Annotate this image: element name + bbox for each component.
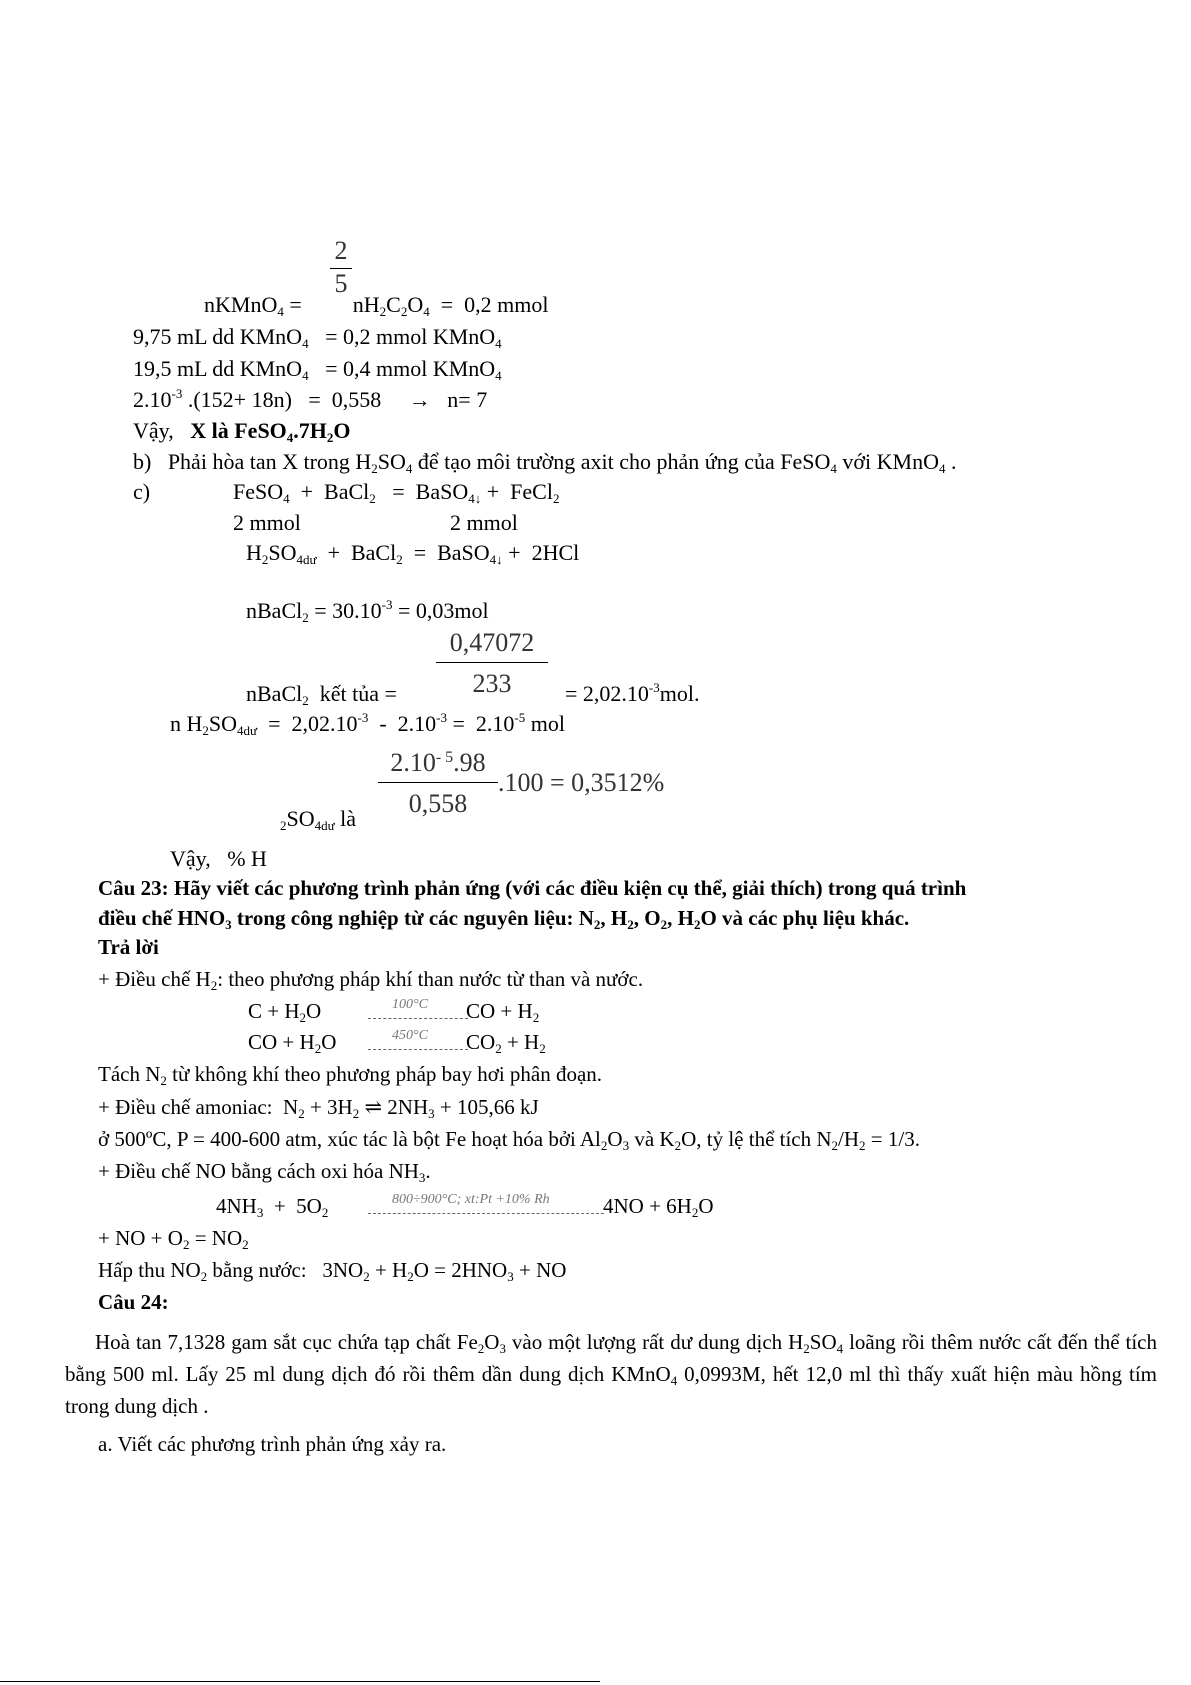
line-975ml: 9,75 mL dd KMnO$_4$ = 0,2 mmol KMnO$_4$ [133, 324, 502, 351]
question-24-part-a: a. Viết các phương trình phản ứng xảy ra. [98, 1432, 447, 1456]
reaction-co-product: $CO_2 + H_2$ [466, 1030, 546, 1056]
fraction-denominator: 0,558 [408, 789, 468, 818]
line-n-h2so4-du: n $H_2SO_{4dư} = 2,02.10^{-3} - 2.10^{-3} = 2.10^{-5}$ mol [170, 710, 565, 738]
fraction-numerator: 0,47072 [449, 628, 535, 657]
reaction-nh3-o2: $4NH_3 + 5O_2$ [216, 1194, 329, 1220]
question-24-heading: Câu 24: [98, 1290, 169, 1314]
reaction-condition-2: 450°C [392, 1028, 428, 1043]
page-bottom-rule [0, 1681, 600, 1682]
reaction-condition-3: 800÷900°C; xt:Pt +10% Rh [392, 1192, 550, 1207]
line-vay-h: Vậy, % H [170, 846, 267, 871]
line-mmol-1: 2 mmol [233, 510, 301, 535]
line-c-equation: FeSO$_4$ + BaCl$_2$ = BaSO$_{4↓}$ + FeCl$_2$ [233, 479, 560, 506]
question-23-line2: điều chế $HNO_3$ trong công nghiệp từ các nguyên liệu: $N_2$, $H_2$, $O_2$, $H_2O$ và các phụ liệu khác. [98, 906, 910, 932]
line-mmol-2: 2 mmol [450, 510, 518, 535]
reaction-c-product: CO + $H_2$ [466, 999, 540, 1025]
fraction-percent [378, 750, 498, 817]
line-dieu-che-no: + Điều chế NO bằng cách oxi hóa $NH_3$. [98, 1159, 431, 1185]
line-ket-tua: nBaCl$_2$ kết tủa = [246, 681, 403, 708]
reaction-co-h2o: CO + $H_2O$ [248, 1030, 337, 1056]
line-dieu-che-h2: + Điều chế $H_2$: theo phương pháp khí than nước từ than và nước. [98, 967, 644, 993]
line-h2so4-bacl2: $H_2SO_{4dư}$ + BaCl$_2$ = BaSO$_{4↓}$ + 2HCl [246, 540, 580, 567]
fraction-numerator: 2 [334, 236, 348, 265]
line-tach-n2: Tách $N_2$ từ không khí theo phương pháp bay hơi phân đoạn. [98, 1062, 603, 1088]
tra-loi-heading: Trả lời [98, 935, 159, 959]
line-no-o2: + NO + $O_2 = NO_2$ [98, 1226, 249, 1252]
line-hap-thu: Hấp thu $NO_2$ bằng nước: $3NO_2 + H_2O = 2HNO_3$ + NO [98, 1258, 567, 1284]
reaction-arrow-1 [368, 1018, 468, 1019]
fraction-ket-tua [436, 630, 548, 697]
line-195ml: 19,5 mL dd KMnO$_4$ = 0,4 mmol KMnO$_4$ [133, 356, 502, 383]
reaction-condition-1: 100°C [392, 997, 428, 1012]
line-ket-tua-result: = $2,02.10^{-3}mol$. [565, 680, 700, 706]
fraction-bar [378, 782, 498, 783]
reaction-arrow-3 [368, 1213, 604, 1214]
question-23-line1: Câu 23: Hãy viết các phương trình phản ứng (với các điều kiện cụ thể, giải thích) trong quá trình [98, 876, 967, 900]
fraction-numerator: $2.10^{- 5}.98$ [390, 748, 486, 777]
fraction-denominator: 5 [334, 269, 348, 298]
line-nkmno4: nKMnO$_4$ = $nH_2C_2O_4 = 0,2$ mmol [204, 292, 549, 319]
percent-result: .100 = 0,3512% [498, 768, 665, 797]
line-amoniac-conditions: ở 500ºC, P = 400-600 atm, xúc tác là bột Fe hoạt hóa bởi $Al_2O_3$ và $K_2O$, tỷ lệ thể tích $N_2/H_2 = 1/3$. [98, 1127, 920, 1153]
line-so4du-la: $_2SO_{4dư}$ là [280, 806, 357, 833]
reaction-c-h2o: $C + H_2O$ [248, 999, 322, 1025]
fraction-denominator: 233 [472, 669, 512, 698]
fraction-2-5 [330, 238, 352, 297]
reaction-no-product: $4NO + 6H_2O$ [603, 1194, 714, 1220]
line-nbacl2: nBaCl$_2$ = $30.10^{-3} = 0,03mol$ [246, 597, 489, 625]
line-c-label: c) [133, 479, 151, 504]
line-n-equals-7: $2.10^{-3}$ .(152+ 18n) = 0,558 → n= 7 [133, 386, 488, 412]
reaction-arrow-2 [368, 1049, 468, 1050]
line-x-la: Vậy, X là $FeSO_4.7H_2O$ [133, 418, 351, 445]
line-amoniac: + Điều chế amoniac: $N_2 + 3H_2$ ⇌ $2NH_3 + 105,66$ kJ [98, 1095, 539, 1121]
line-b: b) Phải hòa tan X trong $H_2SO_4$ để tạo môi trường axit cho phản ứng của FeSO$_4$ với KMnO$_4$ . [133, 449, 957, 476]
question-24-paragraph: Hoà tan 7,1328 gam sắt cục chứa tạp chất $Fe_2O_3$ vào một lượng rất dư dung dịch $H_2SO_4$ loãng rồi thêm nước cất đến thể tích bằng 500 ml. Lấy 25 ml dung dịch đó rồi thêm dần dung dịch KMnO$_4$ 0,0993M, hết 12,0 ml thì thấy xuất hiện màu hồng tím trong dung dịch . [65, 1330, 1157, 1418]
fraction-bar [436, 662, 548, 663]
